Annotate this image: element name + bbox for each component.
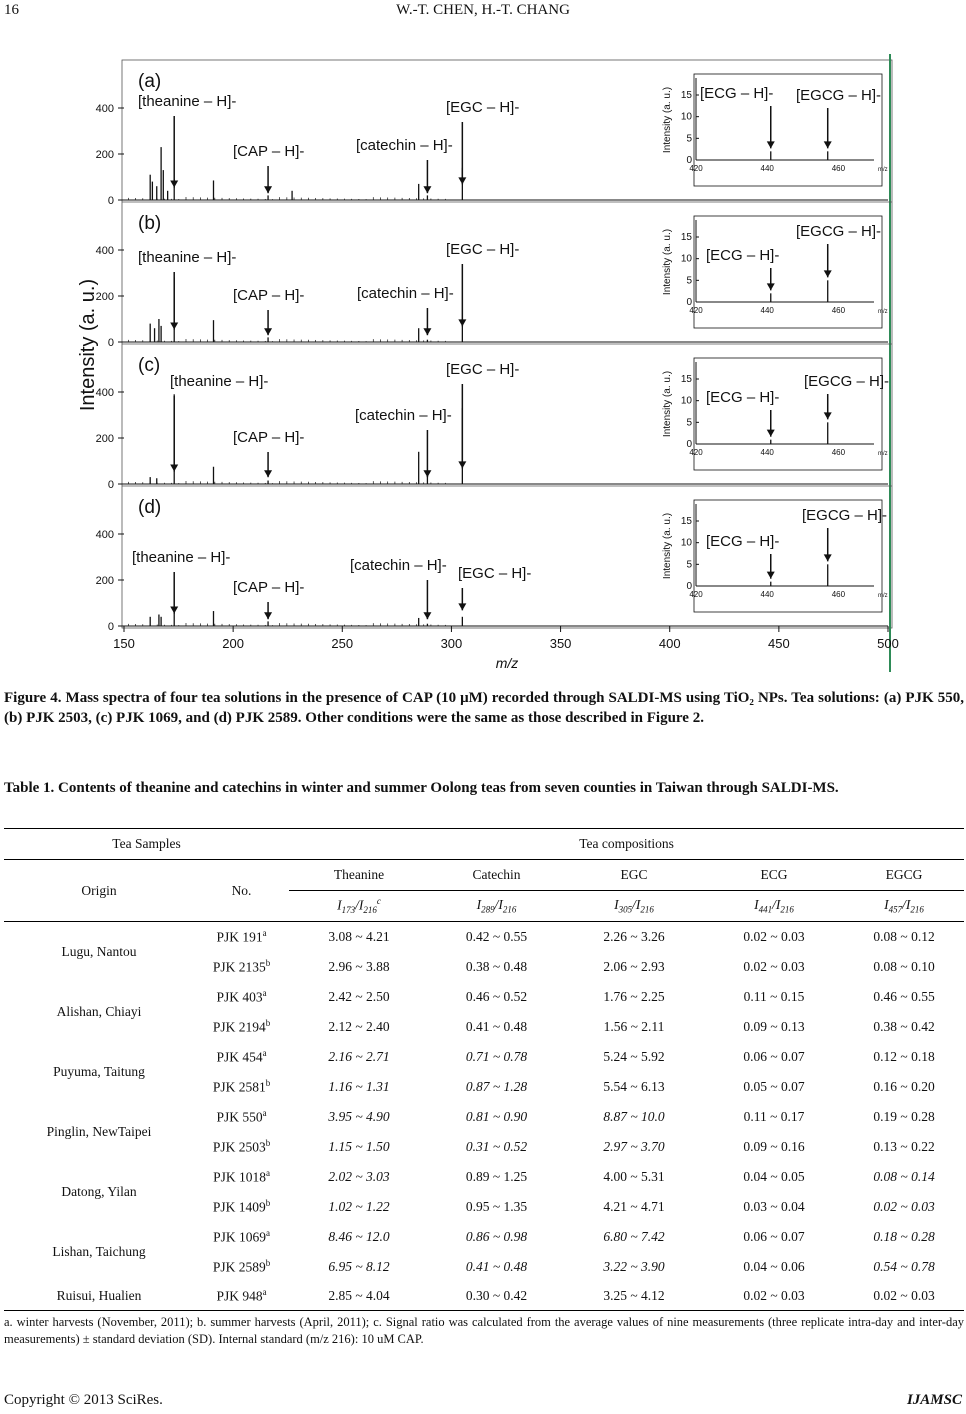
x-tick-label: 150 xyxy=(113,636,135,651)
running-head: W.-T. CHEN, H.-T. CHANG xyxy=(396,2,570,18)
cell-sample-no: PJK 2589$^b$ xyxy=(212,1258,271,1275)
y-axis-label: Intensity (a. u.) xyxy=(77,278,99,412)
y-tick-label: 400 xyxy=(95,103,114,115)
cell-value: 1.15 ~ 1.50 xyxy=(328,1139,390,1154)
ratio-egc: $I_{305}/I_{216}$ xyxy=(564,891,704,922)
cell-value: 0.46 ~ 0.55 xyxy=(873,989,935,1004)
cell-sample-no: PJK 1069$^a$ xyxy=(213,1228,270,1245)
table-row xyxy=(4,1222,964,1252)
x-axis-label: m/z xyxy=(495,655,519,671)
cell-value: 0.95 ~ 1.35 xyxy=(465,1199,528,1214)
peak-annotation: [CAP – H]- xyxy=(233,579,305,596)
inset-x-tick-label: 440 xyxy=(760,448,774,457)
peak-annotation: [CAP – H]- xyxy=(233,429,305,446)
cell-origin: Puyuma, Taitung xyxy=(53,1064,145,1079)
table-row xyxy=(4,1042,964,1072)
cell-value: 0.04 ~ 0.06 xyxy=(743,1259,805,1274)
inset-peak-annotation: [ECG – H]- xyxy=(706,247,780,264)
cell-value: 0.38 ~ 0.42 xyxy=(873,1019,935,1034)
inset-y-tick-label: 0 xyxy=(686,439,692,450)
y-tick-label: 400 xyxy=(95,245,114,257)
peak-annotation: [theanine – H]- xyxy=(138,93,237,110)
cell-sample-no: PJK 191$^a$ xyxy=(216,928,267,945)
inset-y-tick-label: 15 xyxy=(680,374,692,385)
inset-y-tick-label: 10 xyxy=(680,253,692,265)
cell-value: 8.46 ~ 12.0 xyxy=(328,1229,390,1244)
cell-value: 0.08 ~ 0.10 xyxy=(873,959,935,974)
cell-origin: Pinglin, NewTaipei xyxy=(46,1124,152,1139)
cell-sample-no: PJK 2581$^b$ xyxy=(212,1078,271,1095)
table-caption-text: Table 1. Contents of theanine and catechins in winter and summer Oolong teas from seven counties in Taiwan through SALDI-MS. xyxy=(4,780,839,796)
inset-y-tick-label: 15 xyxy=(680,516,692,527)
x-tick-label: 450 xyxy=(768,636,790,651)
peak-annotation: [theanine – H]- xyxy=(138,249,237,266)
inset-y-label: Intensity (a. u.) xyxy=(662,512,673,580)
ratio-catechin: $I_{289}/I_{216}$ xyxy=(429,891,564,922)
inset-peak-annotation: [ECG – H]- xyxy=(700,85,774,102)
cell-value: 6.95 ~ 8.12 xyxy=(328,1259,390,1274)
inset-y-tick-label: 10 xyxy=(680,111,692,123)
cell-value: 1.16 ~ 1.31 xyxy=(328,1079,390,1094)
table-row xyxy=(4,1282,964,1311)
header-ecg: ECG xyxy=(704,860,844,891)
cell-origin: Ruisui, Hualien xyxy=(4,1282,194,1311)
table-caption xyxy=(4,778,964,798)
cell-value: 0.16 ~ 0.20 xyxy=(873,1079,935,1094)
cell-value: 3.22 ~ 3.90 xyxy=(603,1259,665,1274)
inset-y-tick-label: 5 xyxy=(686,133,692,145)
ratio-egcg: $I_{457}/I_{216}$ xyxy=(844,891,964,922)
inset-peak-annotation: [ECG – H]- xyxy=(706,533,780,550)
peak-annotation: [catechin – H]- xyxy=(356,137,453,154)
cell-sample-no: PJK 2135$^b$ xyxy=(212,958,271,975)
x-tick-label: 300 xyxy=(440,636,463,651)
x-tick-label: 250 xyxy=(331,636,354,651)
figure-caption-text: Figure 4. Mass spectra of four tea solutions in the presence of CAP (10 μM) recorded through SALDI-MS using TiO₂ NPs. Tea solutions: (a) PJK 550, (b) PJK 2503, (c) PJK 1069, and (d) PJK 2589. Other conditions were the same as those described in Figure 2. xyxy=(4,690,964,726)
header-tea-samples: Tea Samples xyxy=(4,829,289,860)
cell-value: 2.97 ~ 3.70 xyxy=(603,1139,665,1154)
table-row xyxy=(4,922,964,953)
cell-value: 2.26 ~ 3.26 xyxy=(603,929,665,944)
y-tick-label: 0 xyxy=(107,337,114,349)
cell-value: 0.08 ~ 0.12 xyxy=(873,929,935,944)
inset-y-tick-label: 15 xyxy=(680,90,692,101)
inset-x-tick-label: 440 xyxy=(760,590,774,599)
cell-value: 0.03 ~ 0.04 xyxy=(743,1199,805,1214)
cell-origin: Lugu, Nantou xyxy=(61,944,137,959)
copyright: Copyright © 2013 SciRes. xyxy=(4,1392,163,1408)
cell-value: 0.04 ~ 0.05 xyxy=(743,1169,805,1184)
cell-value: 0.06 ~ 0.07 xyxy=(743,1229,805,1244)
cell-value: 0.05 ~ 0.07 xyxy=(743,1079,805,1094)
cell-value: 3.08 ~ 4.21 xyxy=(328,929,390,944)
cell-value: 0.02 ~ 0.03 xyxy=(844,1282,964,1311)
cell-value: 0.87 ~ 1.28 xyxy=(465,1079,528,1094)
inset-y-tick-label: 15 xyxy=(680,232,692,243)
y-tick-label: 200 xyxy=(95,149,114,161)
cell-value: 0.02 ~ 0.03 xyxy=(873,1199,935,1214)
inset-x-tick-label: 440 xyxy=(760,306,774,315)
inset-x-label: m/z xyxy=(878,309,888,315)
cell-value: 0.12 ~ 0.18 xyxy=(873,1049,935,1064)
header-origin: Origin xyxy=(4,860,194,922)
y-tick-label: 400 xyxy=(95,529,114,541)
inset-y-tick-label: 10 xyxy=(680,537,692,549)
figure-caption xyxy=(4,688,964,728)
peak-annotation: [EGC – H]- xyxy=(446,99,520,116)
cell-value: 0.30 ~ 0.42 xyxy=(429,1282,564,1311)
cell-sample-no: PJK 1018$^a$ xyxy=(213,1168,270,1185)
table-footnote: a. winter harvests (November, 2011); b. summer harvests (April, 2011); c. Signal ratio was calculated from the average values of nine measurements (three replicate intra-day and inter-day measurements) ± standard deviation (SD). Internal standard (m/z 216): 10 uM CAP. xyxy=(4,1315,964,1346)
y-tick-label: 400 xyxy=(95,387,114,399)
inset-x-tick-label: 420 xyxy=(689,448,703,457)
cell-value: 8.87 ~ 10.0 xyxy=(603,1109,665,1124)
inset-peak-annotation: [EGCG – H]- xyxy=(796,87,882,104)
header-tea-compositions: Tea compositions xyxy=(289,829,964,860)
cell-origin: Alishan, Chiayi xyxy=(56,1004,142,1019)
cell-value: 0.06 ~ 0.07 xyxy=(743,1049,805,1064)
cell-value: 4.00 ~ 5.31 xyxy=(603,1169,665,1184)
cell-value: 0.02 ~ 0.03 xyxy=(743,959,805,974)
header-no: No. xyxy=(194,860,289,922)
figure-4-mass-spectra xyxy=(0,40,966,675)
cell-value: 2.12 ~ 2.40 xyxy=(328,1019,390,1034)
table-row xyxy=(4,982,964,1012)
cell-value: 2.42 ~ 2.50 xyxy=(328,989,390,1004)
header-catechin: Catechin xyxy=(429,860,564,891)
ratio-ecg: $I_{441}/I_{216}$ xyxy=(704,891,844,922)
cell-value: 3.25 ~ 4.12 xyxy=(564,1282,704,1311)
table-row xyxy=(4,1102,964,1132)
header-egc: EGC xyxy=(564,860,704,891)
cell-sample-no: PJK 2503$^b$ xyxy=(212,1138,271,1155)
panel-label: (a) xyxy=(138,71,162,92)
inset-x-tick-label: 460 xyxy=(831,164,846,173)
cell-value: 0.19 ~ 0.28 xyxy=(873,1109,935,1124)
cell-origin: Lishan, Taichung xyxy=(52,1244,146,1259)
y-tick-label: 0 xyxy=(107,479,114,491)
cell-sample-no: PJK 1409$^b$ xyxy=(212,1198,271,1215)
y-tick-label: 200 xyxy=(95,291,114,303)
cell-sample-no: PJK 454$^a$ xyxy=(216,1048,267,1065)
peak-annotation: [theanine – H]- xyxy=(132,549,231,566)
cell-value: 0.09 ~ 0.16 xyxy=(743,1139,805,1154)
inset-y-tick-label: 10 xyxy=(680,395,692,407)
cell-sample-no: PJK 2194$^b$ xyxy=(212,1018,271,1035)
cell-value: 0.13 ~ 0.22 xyxy=(873,1139,935,1154)
cell-value: 0.46 ~ 0.52 xyxy=(465,989,528,1004)
cell-value: 1.56 ~ 2.11 xyxy=(603,1019,665,1034)
inset-y-tick-label: 5 xyxy=(686,417,692,429)
inset-y-label: Intensity (a. u.) xyxy=(662,370,673,438)
y-tick-label: 0 xyxy=(107,195,114,207)
header-egcg: EGCG xyxy=(844,860,964,891)
cell-value: 2.06 ~ 2.93 xyxy=(603,959,665,974)
cell-sample-no: PJK 403$^a$ xyxy=(216,988,267,1005)
cell-value: 5.24 ~ 5.92 xyxy=(603,1049,665,1064)
panel-label: (d) xyxy=(138,497,162,518)
table-row xyxy=(4,1162,964,1192)
peak-annotation: [catechin – H]- xyxy=(350,557,447,574)
peak-annotation: [CAP – H]- xyxy=(233,287,305,304)
cell-value: 0.38 ~ 0.48 xyxy=(465,959,528,974)
cell-value: 0.11 ~ 0.15 xyxy=(743,989,805,1004)
peak-annotation: [EGC – H]- xyxy=(446,361,520,378)
x-tick-label: 200 xyxy=(222,636,244,651)
peak-annotation: [CAP – H]- xyxy=(233,143,305,160)
cell-value: 0.86 ~ 0.98 xyxy=(465,1229,528,1244)
peak-annotation: [catechin – H]- xyxy=(355,407,452,424)
inset-y-tick-label: 0 xyxy=(686,581,692,592)
cell-value: 0.11 ~ 0.17 xyxy=(743,1109,805,1124)
inset-x-tick-label: 420 xyxy=(689,306,703,315)
page-header xyxy=(0,0,966,24)
cell-value: 0.02 ~ 0.03 xyxy=(704,1282,844,1311)
inset-peak-annotation: [ECG – H]- xyxy=(706,389,780,406)
cell-value: 0.54 ~ 0.78 xyxy=(873,1259,935,1274)
cell-value: 2.16 ~ 2.71 xyxy=(328,1049,390,1064)
cell-value: 0.31 ~ 0.52 xyxy=(465,1139,528,1154)
x-tick-label: 350 xyxy=(549,636,572,651)
x-tick-label: 400 xyxy=(658,636,681,651)
page-number: 16 xyxy=(4,2,19,18)
cell-value: 2.02 ~ 3.03 xyxy=(328,1169,390,1184)
cell-sample-no: PJK 948$^a$ xyxy=(194,1282,289,1311)
peak-annotation: [theanine – H]- xyxy=(170,373,269,390)
cell-value: 1.02 ~ 1.22 xyxy=(328,1199,390,1214)
cell-value: 1.76 ~ 2.25 xyxy=(603,989,665,1004)
y-tick-label: 0 xyxy=(107,621,114,633)
cell-value: 0.08 ~ 0.14 xyxy=(873,1169,935,1184)
cell-value: 0.41 ~ 0.48 xyxy=(465,1259,528,1274)
cell-value: 4.21 ~ 4.71 xyxy=(603,1199,665,1214)
cell-origin: Datong, Yilan xyxy=(61,1184,137,1199)
inset-y-tick-label: 5 xyxy=(686,275,692,287)
inset-peak-annotation: [EGCG – H]- xyxy=(796,223,882,240)
cell-value: 0.71 ~ 0.78 xyxy=(465,1049,528,1064)
cell-value: 0.18 ~ 0.28 xyxy=(873,1229,935,1244)
inset-x-label: m/z xyxy=(878,593,888,599)
cell-value: 0.89 ~ 1.25 xyxy=(465,1169,528,1184)
inset-x-tick-label: 420 xyxy=(689,164,703,173)
y-tick-label: 200 xyxy=(95,575,114,587)
cell-value: 0.02 ~ 0.03 xyxy=(743,929,805,944)
inset-peak-annotation: [EGCG – H]- xyxy=(804,373,890,390)
header-theanine: Theanine xyxy=(289,860,429,891)
inset-y-label: Intensity (a. u.) xyxy=(662,228,673,296)
inset-x-tick-label: 460 xyxy=(831,590,846,599)
inset-y-tick-label: 0 xyxy=(686,155,692,166)
inset-y-label: Intensity (a. u.) xyxy=(662,86,673,154)
inset-x-tick-label: 460 xyxy=(831,448,846,457)
cell-value: 2.85 ~ 4.04 xyxy=(289,1282,429,1311)
panel-label: (c) xyxy=(138,355,161,376)
inset-x-label: m/z xyxy=(878,167,888,173)
ratio-theanine: $I_{173}/I_{216}^c$ xyxy=(289,891,429,922)
panel-label: (b) xyxy=(138,213,162,234)
x-tick-label: 500 xyxy=(877,636,899,651)
cell-value: 6.80 ~ 7.42 xyxy=(603,1229,665,1244)
peak-annotation: [EGC – H]- xyxy=(446,241,520,258)
inset-x-tick-label: 440 xyxy=(760,164,774,173)
cell-value: 0.42 ~ 0.55 xyxy=(465,929,528,944)
cell-sample-no: PJK 550$^a$ xyxy=(216,1108,267,1125)
peak-annotation: [catechin – H]- xyxy=(357,285,454,302)
journal-name: IJAMSC xyxy=(906,1392,962,1408)
inset-y-tick-label: 0 xyxy=(686,297,692,308)
cell-value: 0.41 ~ 0.48 xyxy=(465,1019,528,1034)
cell-value: 3.95 ~ 4.90 xyxy=(328,1109,390,1124)
inset-x-tick-label: 420 xyxy=(689,590,703,599)
inset-x-label: m/z xyxy=(878,451,888,457)
cell-value: 0.09 ~ 0.13 xyxy=(743,1019,805,1034)
cell-value: 0.81 ~ 0.90 xyxy=(465,1109,528,1124)
y-tick-label: 200 xyxy=(95,433,114,445)
inset-peak-annotation: [EGCG – H]- xyxy=(802,507,888,524)
cell-value: 2.96 ~ 3.88 xyxy=(328,959,390,974)
cell-value: 5.54 ~ 6.13 xyxy=(603,1079,665,1094)
peak-annotation: [EGC – H]- xyxy=(458,565,532,582)
inset-y-tick-label: 5 xyxy=(686,559,692,571)
inset-x-tick-label: 460 xyxy=(831,306,846,315)
tea-composition-table xyxy=(4,828,964,1311)
